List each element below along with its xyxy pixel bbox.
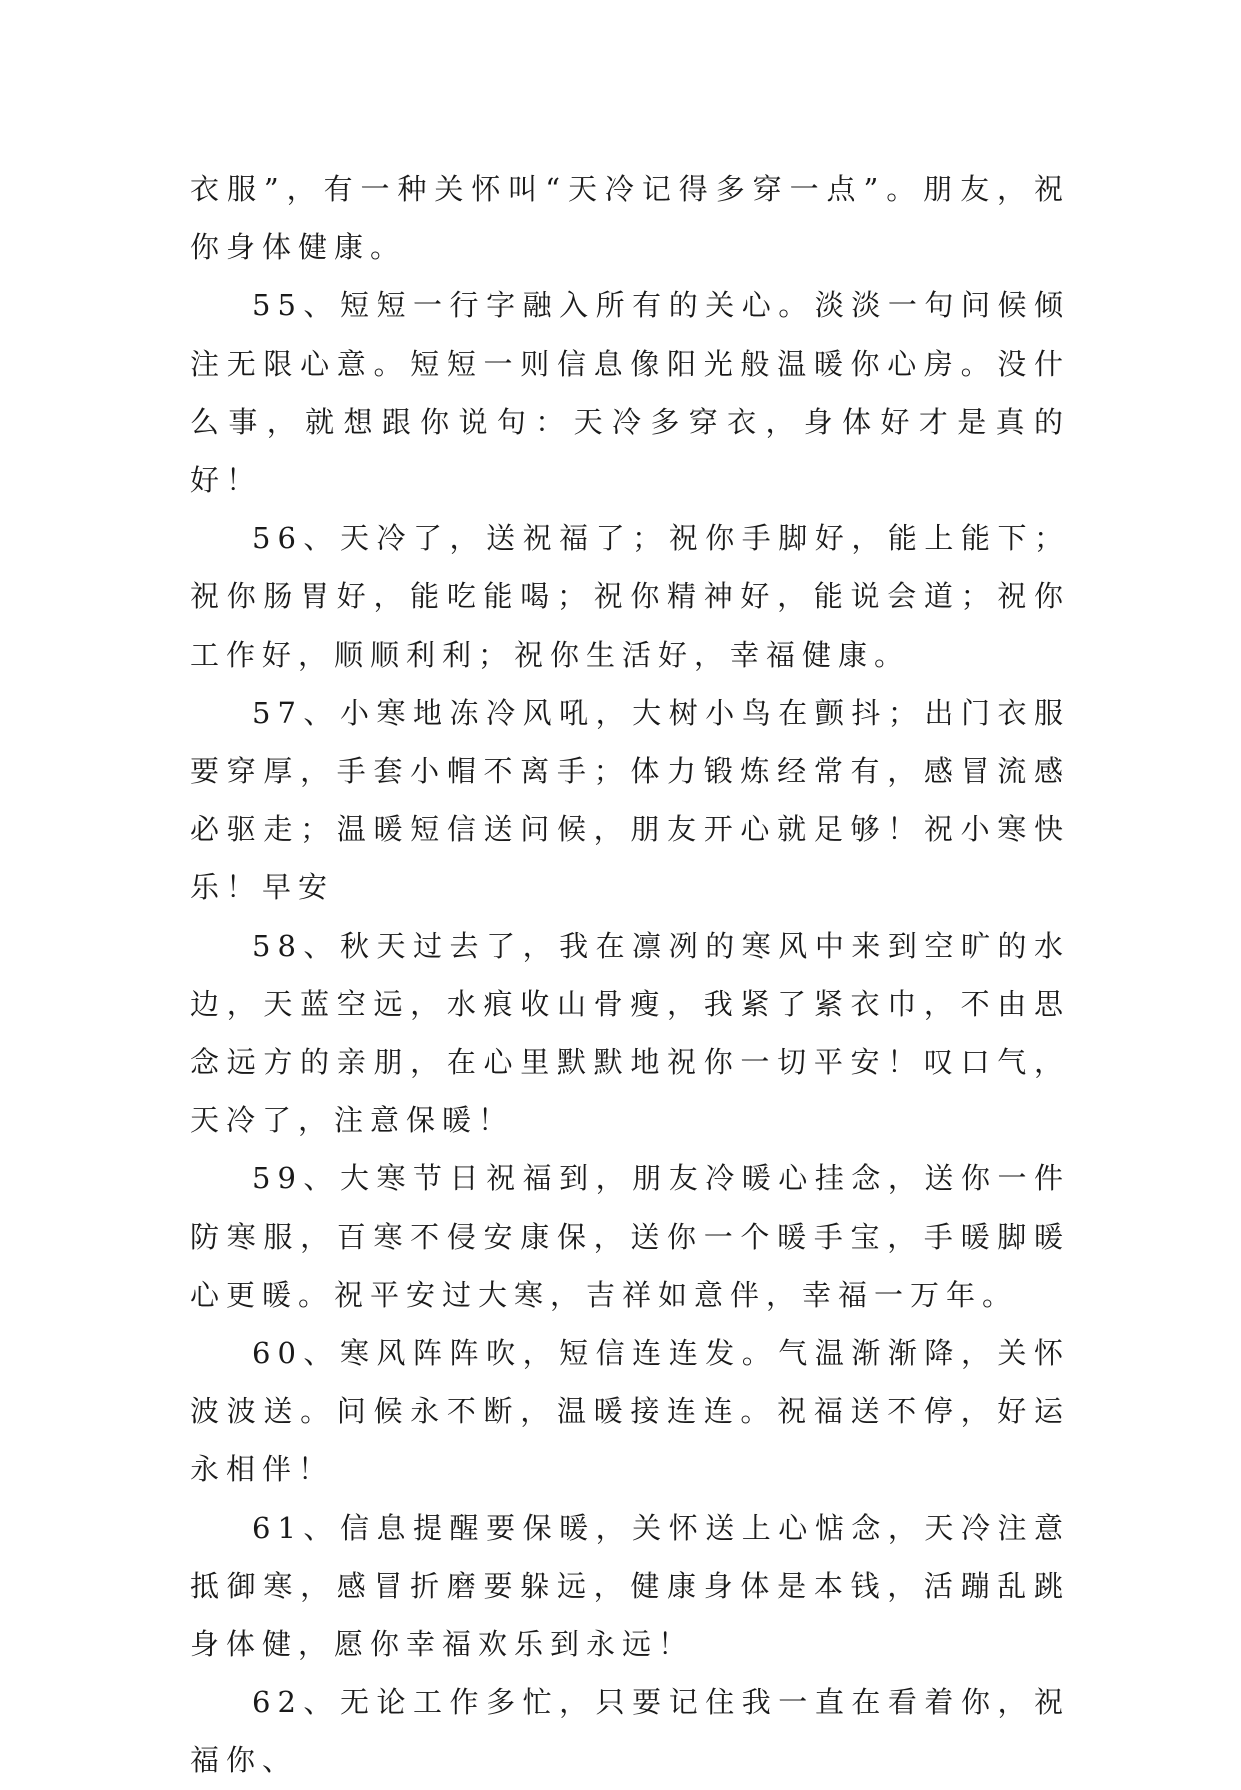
paragraph-58: 58、秋天过去了，我在凛冽的寒风中来到空旷的水边，天蓝空远，水痕收山骨瘦，我紧了紧衣巾，不由思念远方的亲朋，在心里默默地祝你一切平安！叹口气，天冷了，注意保暖！ <box>190 928 1070 1138</box>
paragraph-62: 62、无论工作多忙，只要记住我一直在看着你，祝福你、 <box>190 1685 1070 1778</box>
paragraph-57: 57、小寒地冻冷风吼，大树小鸟在颤抖；出门衣服要穿厚，手套小帽不离手；体力锻炼经常有，感冒流感必驱走；温暖短信送问候，朋友开心就足够！祝小寒快乐！早安 <box>190 695 1070 905</box>
paragraph-59: 59、大寒节日祝福到，朋友冷暖心挂念，送你一件防寒服，百寒不侵安康保，送你一个暖手宝，手暖脚暖心更暖。祝平安过大寒，吉祥如意伴，幸福一万年。 <box>190 1161 1070 1312</box>
paragraph-54-continuation: 衣服”，有一种关怀叫“天冷记得多穿一点”。朋友，祝你身体健康。 <box>190 172 1070 265</box>
paragraph-56: 56、天冷了，送祝福了；祝你手脚好，能上能下；祝你肠胃好，能吃能喝；祝你精神好，能说会道；祝你工作好，顺顺利利；祝你生活好，幸福健康。 <box>190 521 1070 672</box>
paragraph-60: 60、寒风阵阵吹，短信连连发。气温渐渐降，关怀波波送。问候永不断，温暖接连连。祝福送不停，好运永相伴！ <box>190 1336 1070 1487</box>
paragraph-55: 55、短短一行字融入所有的关心。淡淡一句问候倾注无限心意。短短一则信息像阳光般温暖你心房。没什么事，就想跟你说句：天冷多穿衣，身体好才是真的好！ <box>190 288 1070 498</box>
paragraph-61: 61、信息提醒要保暖，关怀送上心惦念，天冷注意抵御寒，感冒折磨要躲远，健康身体是本钱，活蹦乱跳身体健，愿你幸福欢乐到永远！ <box>190 1510 1070 1662</box>
document-body <box>190 160 1070 1790</box>
